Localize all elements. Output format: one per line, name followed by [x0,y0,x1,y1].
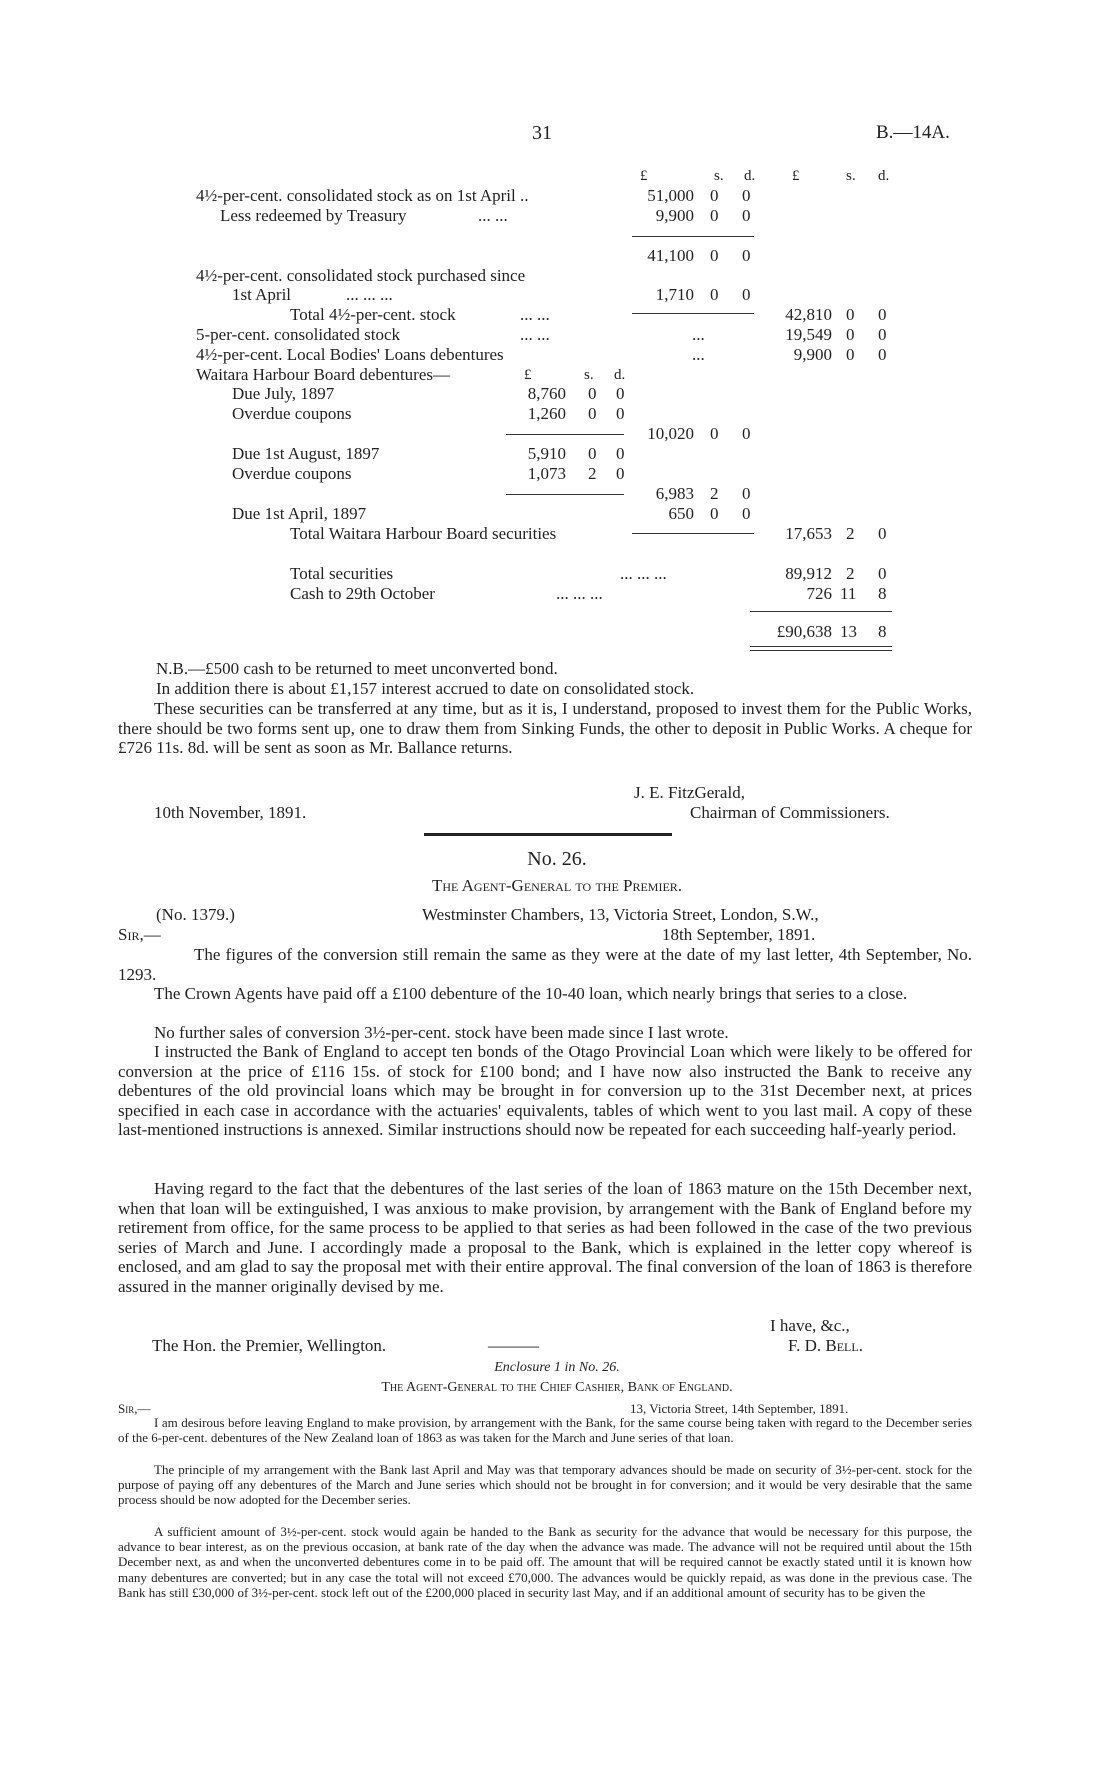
amount-pence: 0 [742,504,751,523]
amount-pence: 0 [878,345,887,364]
col-heading-shillings-2: s. [846,168,856,184]
leader-dots: ... [692,345,705,364]
signature-name: J. E. FitzGerald, [634,783,745,802]
account-line: Waitara Harbour Board debentures— [196,365,451,384]
leader-dots: ... ... ... [346,285,393,304]
account-line: Due July, 1897 [232,384,335,403]
amount-shillings: 2 [588,464,597,483]
letter-signature: F. D. Bell. [788,1336,863,1355]
amount-shillings: 0 [588,444,597,463]
amount-pence: 0 [878,325,887,344]
letter-paragraph: The Crown Agents have paid off a £100 debenture of the 10-40 loan, which nearly brings that series to a close. [154,984,908,1003]
amount-pence: 8 [878,584,887,603]
amount-pounds: 726 [806,584,832,603]
amount-pence: 0 [616,404,625,423]
amount-shillings: 0 [710,186,719,205]
account-line: Total 4½-per-cent. stock [290,305,456,324]
account-line: Less redeemed by Treasury [220,206,407,225]
amount-pounds: 6,983 [655,484,694,503]
amount-pounds: 41,100 [647,246,694,265]
amount-pounds: 5,910 [527,444,566,463]
col-heading-pounds: £ [640,168,648,184]
sub-heading-pence: d. [614,367,626,383]
amount-shillings: 0 [588,404,597,423]
amount-shillings: 2 [846,524,855,543]
account-line: Due 1st April, 1897 [232,504,367,523]
amount-pence: 0 [616,464,625,483]
amount-shillings: 2 [846,564,855,583]
amount-pounds: 1,260 [527,404,566,423]
col-heading-pence: d. [744,168,756,184]
letter-paragraph: I instructed the Bank of England to accept ten bonds of the Otago Provincial Loan which were likely to be offered for conversion at the price of £116 15s. of stock for £100 bond; and I have now also instructed the Bank to receive any debentures of the old provincial loans which may be brought in for conversion up to the 31st December next, at prices specified in each case in accordance with the actuaries' equivalents, tables of which went to you last mail. A copy of these last-mentioned instructions is annexed. Similar instructions should now be repeated for each succeeding half-yearly period. [118,1042,972,1139]
amount-shillings: 0 [588,384,597,403]
enclosure-paragraph: I am desirous before leaving England to make provision, by arrangement with the Bank, for the same course being taken with regard to the December series of the 6-per-cent. debentures of the New Zealand loan of 1863 as was taken for the March and June series of that loan. [118,1415,972,1446]
amount-shillings: 0 [846,345,855,364]
col-heading-pence-2: d. [878,168,890,184]
enclosure-heading: Enclosure 1 in No. 26. [494,1360,620,1375]
amount-shillings: 11 [840,584,857,603]
letter-dash: ——— [488,1336,539,1355]
amount-pence: 0 [878,305,887,324]
col-heading-pounds-2: £ [792,168,800,184]
section-divider [424,833,672,836]
grand-total-pounds: £90,638 [776,622,832,641]
letter-ref: (No. 1379.) [156,905,235,924]
amount-pence: 0 [878,564,887,583]
account-line: Cash to 29th October [290,584,435,603]
document-code: B.—14A. [876,122,950,143]
amount-pence: 0 [742,484,751,503]
letter-address: Westminster Chambers, 13, Victoria Street, London, S.W., [422,905,819,924]
letter-closing: I have, &c., [770,1316,850,1335]
letter-paragraph: Having regard to the fact that the debentures of the last series of the loan of 1863 mature on the 15th December next, when that loan will be extinguished, I was anxious to make provision, by arrangement with the Bank of England before my retirement from office, for the same process to be applied to that series as had been followed in the case of the two previous series of March and June. I accordingly made a proposal to the Bank, which is explained in the letter copy whereof is enclosed, and am glad to say the proposal met with their entire approval. The final conversion of the loan of 1863 is therefore assured in the manner originally devised by me. [118,1179,972,1296]
account-line: Overdue coupons [232,404,352,423]
sub-heading-pounds: £ [524,367,532,383]
amount-shillings: 0 [710,206,719,225]
amount-pounds: 9,900 [655,206,694,225]
amount-pence: 0 [878,524,887,543]
account-line: 4½-per-cent. consolidated stock as on 1st April .. [196,186,529,205]
enclosure-paragraph: The principle of my arrangement with the Bank last April and May was that temporary advances should be made on security of 3½-per-cent. stock for the purpose of paying off any debentures of the March and June series which should not be brought in for conversion; and it would be very desirable that the same process should be now adopted for the December series. [118,1462,972,1508]
amount-pence: 0 [742,186,751,205]
amount-pounds: 10,020 [647,424,694,443]
grand-total-shillings: 13 [840,622,857,641]
note-date: 10th November, 1891. [154,803,307,822]
account-line: Total Waitara Harbour Board securities [290,524,557,543]
grand-total-pence: 8 [878,622,887,641]
account-line: 5-per-cent. consolidated stock [196,325,401,344]
account-line: Overdue coupons [232,464,352,483]
enclosure-paragraph: A sufficient amount of 3½-per-cent. stock would again be handed to the Bank as security for the advance that would be necessary for this purpose, the advance to bear interest, as on the previous occasion, at bank rate of the day when the advance was made. The advance will not be required until about the 15th December next, as and when the unconverted debentures come in to be paid off. The amount that will be required cannot be exactly stated until it is known how many debentures are converted; but in any case the total will not exceed £70,000. The advances would be quickly repaid, as was done in the previous case. The Bank has still £30,000 of 3½-per-cent. stock left out of the £200,000 placed in security last May, and if an additional amount of security has to be given the [118,1524,972,1600]
letter-paragraph: The figures of the conversion still remain the same as they were at the date of my last letter, 4th September, No. 1293. [118,945,972,984]
amount-pence: 0 [742,285,751,304]
amount-pounds: 17,653 [785,524,832,543]
leader-dots: ... ... ... [620,564,667,583]
amount-pounds: 42,810 [785,305,832,324]
amount-pence: 0 [742,246,751,265]
amount-shillings: 2 [710,484,719,503]
letter-paragraph: No further sales of conversion 3½-per-cent. stock have been made since I last wrote. [154,1023,729,1042]
amount-pounds: 89,912 [785,564,832,583]
amount-shillings: 0 [710,424,719,443]
account-line: Due 1st August, 1897 [232,444,380,463]
amount-pence: 0 [742,424,751,443]
note-interest: In addition there is about £1,157 interest accrued to date on consolidated stock. [156,679,695,698]
page-number: 31 [532,122,552,144]
leader-dots: ... ... [520,325,550,344]
col-heading-shillings: s. [714,168,724,184]
amount-shillings: 0 [846,305,855,324]
account-line: 4½-per-cent. Local Bodies' Loans debentures [196,345,504,364]
account-line: 1st April [232,285,292,304]
letter-salutation: Sir,— [118,925,161,944]
note-nb: N.B.—£500 cash to be returned to meet unconverted bond. [156,659,558,678]
amount-pence: 0 [742,206,751,225]
amount-shillings: 0 [710,504,719,523]
signature-title: Chairman of Commissioners. [690,803,890,822]
amount-pounds: 19,549 [785,325,832,344]
enclosure-subheading: The Agent-General to the Chief Cashier, Bank of England. [381,1380,733,1395]
account-line: Total securities [290,564,394,583]
amount-pence: 0 [616,444,625,463]
leader-dots: ... ... [520,305,550,324]
amount-shillings: 0 [710,246,719,265]
amount-pounds: 1,073 [527,464,566,483]
leader-dots: ... ... ... [556,584,603,603]
letter-addressee: The Hon. the Premier, Wellington. [152,1336,387,1355]
note-paragraph: These securities can be transferred at any time, but as it is, I understand, proposed to invest them for the Public Works, there should be two forms sent up, one to draw them from Sinking Funds, the other to deposit in Public Works. A cheque for £726 11s. 8d. will be sent as soon as Mr. Ballance returns. [118,699,972,757]
amount-pounds: 9,900 [793,345,832,364]
letter-date: 18th September, 1891. [662,925,816,944]
enclosure-date: 13, Victoria Street, 14th September, 1891. [630,1401,849,1416]
amount-shillings: 0 [846,325,855,344]
account-line: 4½-per-cent. consolidated stock purchased since [196,266,526,285]
amount-pounds: 1,710 [655,285,694,304]
enclosure-salutation: Sir,— [118,1401,151,1416]
amount-pence: 0 [616,384,625,403]
leader-dots: ... ... [478,206,508,225]
amount-pounds: 51,000 [647,186,694,205]
amount-shillings: 0 [710,285,719,304]
leader-dots: ... [692,325,705,344]
letter-subheading: The Agent-General to the Premier. [431,876,683,895]
sub-heading-shillings: s. [584,367,594,383]
amount-pounds: 650 [668,504,694,523]
amount-pounds: 8,760 [527,384,566,403]
letter-heading: No. 26. [527,848,587,870]
